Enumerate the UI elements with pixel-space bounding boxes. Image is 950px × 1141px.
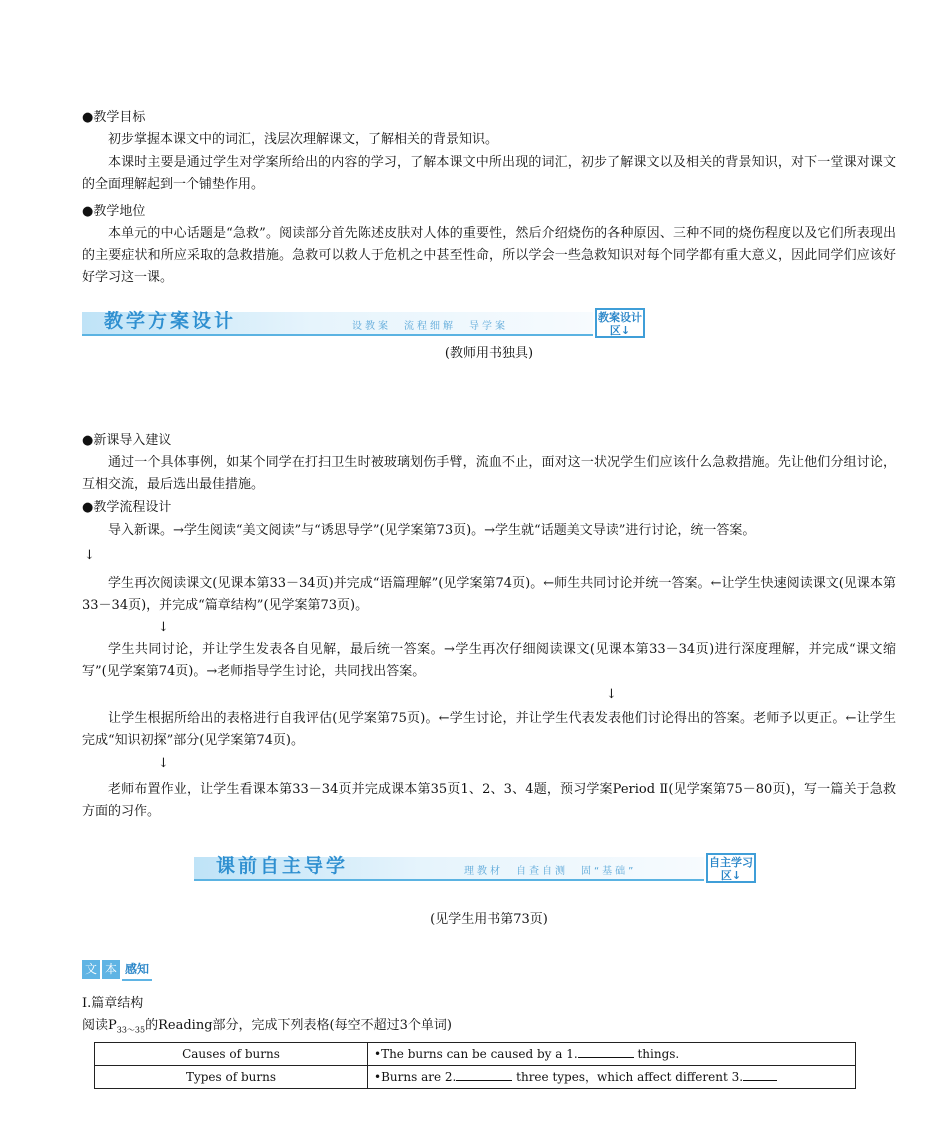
banner-title: 课前自主导学 xyxy=(216,855,349,877)
banner-subtitle: 理教材 自查自测 固“基础” xyxy=(464,866,637,877)
answer-blank-3[interactable] xyxy=(743,1080,777,1081)
flow-step-3: 学生共同讨论，并让学生发表各自见解，最后统一答案。→学生再次仔细阅读课文(见课本第33－34页)进行深度理解，并完成“课文缩写”(见学案第74页)。→老师指导学生讨论，共同找出答案。 xyxy=(82,642,896,679)
tag-char-3: 感知 xyxy=(122,960,152,981)
instruction-suffix: 的Reading部分，完成下列表格(每空不超过3个单词) xyxy=(145,1018,452,1033)
flow-arrow-4: ↓ xyxy=(158,756,169,771)
cell-text-pre: •The burns can be caused by a 1. xyxy=(374,1047,578,1061)
flow-step-2: 学生再次阅读课文(见课本第33－34页)并完成“语篇理解”(见学案第74页)。←师生共同讨论并统一答案。←让学生快速阅读课文(见课本第33－34页)，并完成“篇章结构”(见学案第73页)。 xyxy=(82,576,896,613)
text-perception-tag xyxy=(82,959,154,979)
flow-heading: ●教学流程设计 xyxy=(82,500,172,515)
table-row xyxy=(95,1043,856,1066)
banner-title: 教学方案设计 xyxy=(104,310,237,332)
table-cell-label: Types of burns xyxy=(95,1066,368,1089)
table-cell-label: Causes of burns xyxy=(95,1043,368,1066)
status-heading: ●教学地位 xyxy=(82,204,146,219)
teaching-plan-banner xyxy=(82,308,645,338)
flow-arrow-3: ↓ xyxy=(606,687,617,702)
flow-step-4: 让学生根据所给出的表格进行自我评估(见学案第75页)。←学生讨论，并让学生代表发表他们讨论得出的答案。老师予以更正。←让学生完成“知识初探”部分(见学案第74页)。 xyxy=(82,711,896,748)
banner-box: 教案设计区↓ xyxy=(595,308,645,338)
structure-table xyxy=(94,1042,856,1089)
status-paragraph: 本单元的中心话题是“急救”。阅读部分首先陈述皮肤对人体的重要性，然后介绍烧伤的各种原因、三种不同的烧伤程度以及它们所表现出的主要症状和所应采取的急救措施。急救可以救人于危机之中甚至性命，所以学会一些急救知识对每个同学都有重大意义，因此同学们应该好好学习这一课。 xyxy=(82,226,896,285)
table-cell-content xyxy=(368,1043,856,1066)
instruction-page-range: 33～35 xyxy=(116,1025,146,1035)
cell-text-pre: •Burns are 2. xyxy=(374,1070,457,1084)
banner-box: 自主学习区↓ xyxy=(706,853,756,883)
cell-text-post: things. xyxy=(633,1047,680,1061)
objectives-heading: ●教学目标 xyxy=(82,110,146,125)
table-cell-content xyxy=(368,1066,856,1089)
objectives-paragraph-1: 初步掌握本课文中的词汇，浅层次理解课文，了解相关的背景知识。 xyxy=(108,132,499,147)
tag-char-2: 本 xyxy=(102,960,120,979)
answer-blank-1[interactable] xyxy=(578,1057,634,1058)
flow-arrow-1: ↓ xyxy=(84,548,95,563)
table-row xyxy=(95,1066,856,1089)
flow-arrow-2: ↓ xyxy=(158,620,169,635)
flow-step-5: 老师布置作业，让学生看课本第33－34页并完成课本第35页1、2、3、4题，预习学案Period Ⅱ(见学案第75－80页)，写一篇关于急救方面的习作。 xyxy=(82,782,896,819)
student-book-note: (见学生用书第73页) xyxy=(430,912,548,927)
self-study-banner xyxy=(194,853,756,883)
tag-char-1: 文 xyxy=(82,960,100,979)
teacher-book-note: (教师用书独具) xyxy=(444,346,534,361)
banner-subtitle: 设教案 流程细解 导学案 xyxy=(352,321,508,332)
answer-blank-2[interactable] xyxy=(456,1080,512,1081)
objectives-paragraph-2: 本课时主要是通过学生对学案所给出的内容的学习，了解本课文中所出现的词汇，初步了解课文以及相关的背景知识，对下一堂课对课文的全面理解起到一个铺垫作用。 xyxy=(82,155,896,192)
intro-paragraph: 通过一个具体事例，如某个同学在打扫卫生时被玻璃划伤手臂，流血不止，面对这一状况学生们应该什么急救措施。先让他们分组讨论，互相交流，最后选出最佳措施。 xyxy=(82,455,896,492)
instruction-prefix: 阅读P xyxy=(82,1018,117,1033)
section-roman-heading: Ⅰ.篇章结构 xyxy=(82,996,144,1011)
section-instruction xyxy=(82,1015,452,1042)
cell-text-post: three types，which affect different 3. xyxy=(512,1070,744,1084)
flow-step-1: 导入新课。→学生阅读“美文阅读”与“诱思导学”(见学案第73页)。→学生就“话题美文导读”进行讨论，统一答案。 xyxy=(108,523,756,538)
intro-heading: ●新课导入建议 xyxy=(82,433,172,448)
